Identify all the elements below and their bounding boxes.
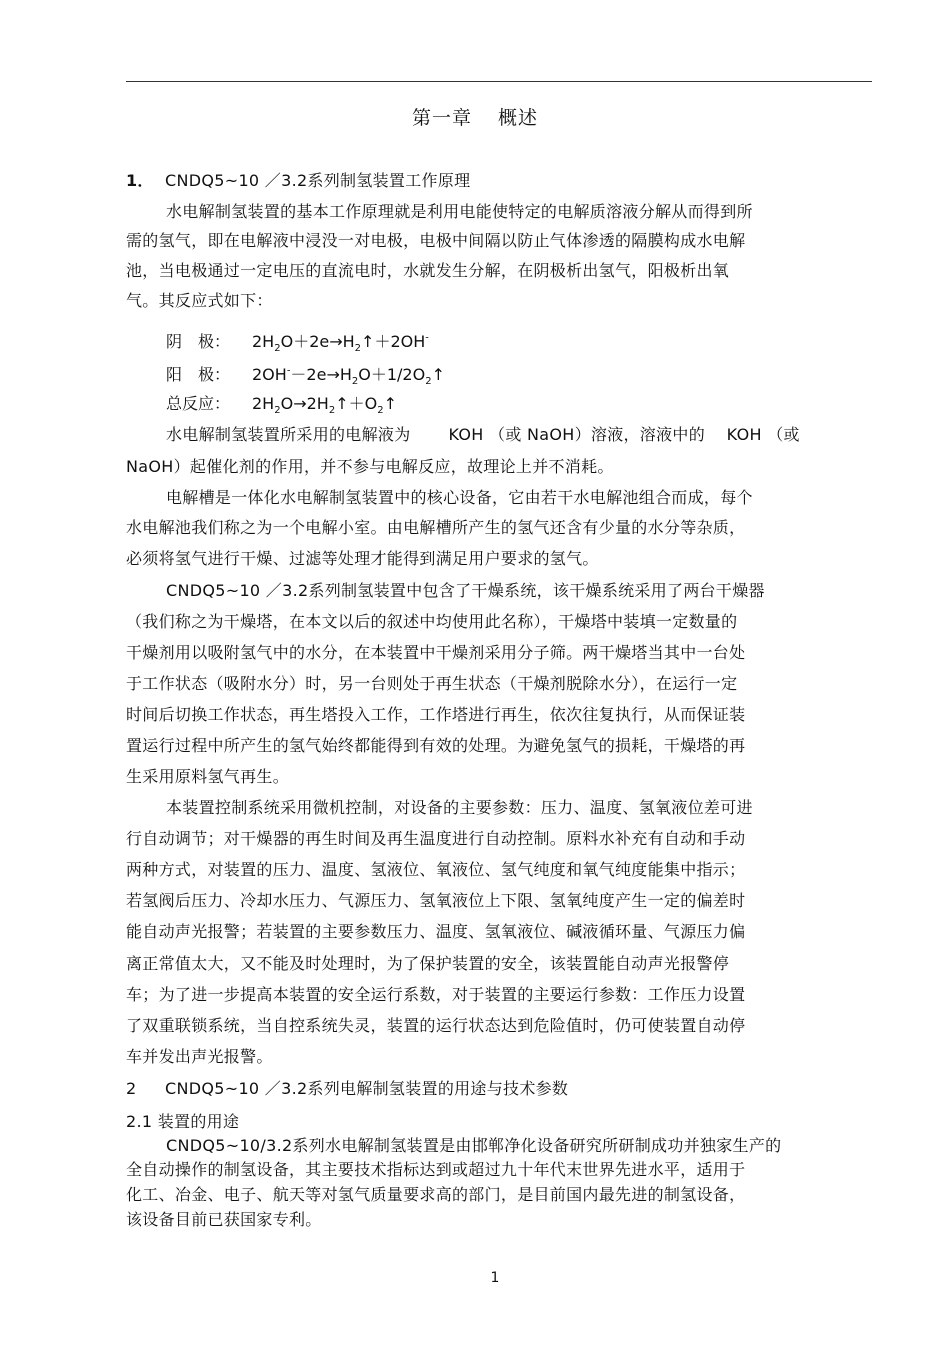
paragraph-line: （我们称之为干燥塔，在本文以后的叙述中均使用此名称），干燥塔中装填一定数量的 <box>126 612 738 631</box>
section-1-heading <box>126 170 470 192</box>
section-2-heading <box>126 1078 568 1100</box>
paragraph-line: NaOH）起催化剂的作用，并不参与电解反应，故理论上并不消耗。 <box>126 457 614 476</box>
section-1-number: 1． <box>126 171 154 190</box>
paragraph-line: 化工、冶金、电子、航天等对氢气质量要求高的部门，是目前国内最先进的制氢设备， <box>126 1185 746 1204</box>
paragraph-line: 需的氢气，即在电解液中浸没一对电极，电极中间隔以防止气体渗透的隔膜构成水电解 <box>126 231 746 250</box>
paragraph-line: CNDQ5~10 ／3.2系列制氢装置中包含了干燥系统，该干燥系统采用了两台干燥器 <box>166 581 765 600</box>
equation-formula: $2OH^--2e\to H_2O+1/2O_2↑$ <box>252 365 445 388</box>
chapter-title <box>0 103 950 130</box>
paragraph-line: 水电解制氢装置的基本工作原理就是利用电能使特定的电解质溶液分解从而得到所 <box>166 202 753 221</box>
equation-label: 总反应： <box>166 394 231 413</box>
paragraph-line: 全自动操作的制氢设备，其主要技术指标达到或超过九十年代末世界先进水平，适用于 <box>126 1160 746 1179</box>
equation-label: 阴 极： <box>166 332 231 352</box>
header-rule <box>126 81 872 82</box>
paragraph-line: 离正常值太大，又不能及时处理时，为了保护装置的安全，该装置能自动声光报警停 <box>126 954 730 973</box>
chapter-number: 第一章 <box>411 107 472 129</box>
paragraph-line: 两种方式，对装置的压力、温度、氢液位、氧液位、氢气纯度和氧气纯度能集中指示； <box>126 860 746 879</box>
paragraph-line: 车并发出声光报警。 <box>126 1047 273 1066</box>
page-number: 1 <box>490 1270 500 1286</box>
section-2-title: CNDQ5~10 ／3.2系列电解制氢装置的用途与技术参数 <box>165 1079 569 1098</box>
equation-cathode <box>166 328 429 361</box>
paragraph-line: 生采用原料氢气再生。 <box>126 767 290 786</box>
equation-total <box>166 393 397 422</box>
paragraph-line: 若氢阀后压力、冷却水压力、气源压力、氢氧液位上下限、氢氧纯度产生一定的偏差时 <box>126 891 746 910</box>
section-2-number: 2 <box>126 1079 137 1098</box>
paragraph-line: 水电解池我们称之为一个电解小室。由电解槽所产生的氢气还含有少量的水分等杂质， <box>126 518 746 537</box>
equation-label: 阳 极： <box>166 365 231 385</box>
paragraph-line: 必须将氢气进行干燥、过滤等处理才能得到满足用户要求的氢气。 <box>126 549 599 568</box>
section-1-title: CNDQ5~10 ／3.2系列制氢装置工作原理 <box>165 171 471 190</box>
paragraph-line: 时间后切换工作状态，再生塔投入工作，工作塔进行再生，依次往复执行，从而保证装 <box>126 705 746 724</box>
paragraph-line: 池，当电极通过一定电压的直流电时，水就发生分解，在阴极析出氢气，阳极析出氧 <box>126 261 730 280</box>
paragraph-line: 了双重联锁系统，当自控系统失灵，装置的运行状态达到危险值时，仍可使装置自动停 <box>126 1016 746 1035</box>
paragraph-line: 该设备目前已获国家专利。 <box>126 1210 322 1229</box>
paragraph-line: 行自动调节；对干燥器的再生时间及再生温度进行自动控制。原料水补充有自动和手动 <box>126 829 746 848</box>
paragraph-line: 于工作状态（吸附水分）时，另一台则处于再生状态（干燥剂脱除水分），在运行一定 <box>126 674 738 693</box>
paragraph-line: 能自动声光报警；若装置的主要参数压力、温度、氢氧液位、碱液循环量、气源压力偏 <box>126 922 746 941</box>
subsection-2-1-title: 2.1 装置的用途 <box>126 1112 240 1131</box>
paragraph-line: 车；为了进一步提高本装置的安全运行系数，对于装置的主要运行参数：工作压力设置 <box>126 985 746 1004</box>
equation-anode <box>166 361 445 394</box>
paragraph-line: 气。其反应式如下： <box>126 291 273 310</box>
chapter-name: 概述 <box>498 107 539 129</box>
paragraph-line: 水电解制氢装置所采用的电解液为 KOH （或 NaOH）溶液，溶液中的 KOH （或 <box>166 425 800 444</box>
paragraph-line: CNDQ5~10/3.2系列水电解制氢装置是由邯郸净化设备研究所研制成功并独家生产的 <box>166 1136 782 1155</box>
paragraph-line: 本装置控制系统采用微机控制，对设备的主要参数：压力、温度、氢氧液位差可进 <box>166 798 753 817</box>
paragraph-line: 干燥剂用以吸附氢气中的水分，在本装置中干燥剂采用分子筛。两干燥塔当其中一台处 <box>126 643 746 662</box>
paragraph-line: 置运行过程中所产生的氢气始终都能得到有效的处理。为避免氢气的损耗，干燥塔的再 <box>126 736 746 755</box>
paragraph-line: 电解槽是一体化水电解制氢装置中的核心设备，它由若干水电解池组合而成，每个 <box>166 488 753 507</box>
equation-formula: $2H_2O\to 2H_2↑+O_2↑$ <box>252 394 397 417</box>
equation-formula: $2H_2O+2e\to H_2↑+2OH^-$ <box>252 332 429 355</box>
